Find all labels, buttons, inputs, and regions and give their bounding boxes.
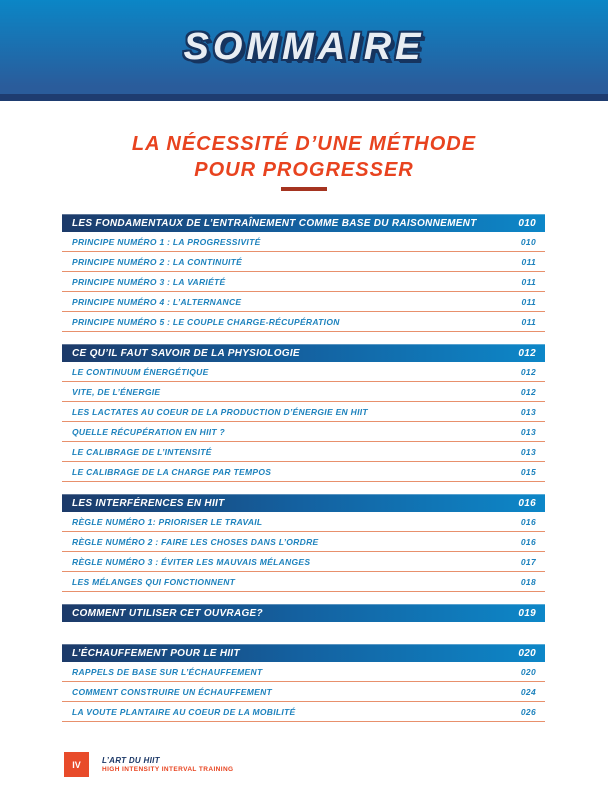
toc-item-label: LE CONTINUUM ÉNERGÉTIQUE bbox=[72, 366, 209, 377]
toc-item-label: PRINCIPE NUMÉRO 3 : LA VARIÉTÉ bbox=[72, 276, 226, 287]
section-title: L’ÉCHAUFFEMENT POUR LE HIIT bbox=[72, 647, 240, 659]
toc-item-label: PRINCIPE NUMÉRO 1 : LA PROGRESSIVITÉ bbox=[72, 236, 261, 247]
toc-item-label: RÈGLE NUMÉRO 2 : FAIRE LES CHOSES DANS L’ORDRE bbox=[72, 536, 319, 547]
toc-item-page: 011 bbox=[521, 256, 536, 267]
section-title: LES FONDAMENTAUX DE L’ENTRAÎNEMENT COMME BASE DU RAISONNEMENT bbox=[72, 217, 477, 229]
toc-item bbox=[62, 462, 545, 482]
header-band bbox=[0, 0, 608, 101]
toc-item-label: RÈGLE NUMÉRO 1: PRIORISER LE TRAVAIL bbox=[72, 516, 263, 527]
toc-item-page: 011 bbox=[521, 316, 536, 327]
section-page: 016 bbox=[518, 497, 536, 509]
toc-item-label: VITE, DE L’ÉNERGIE bbox=[72, 386, 161, 397]
section-rows bbox=[62, 232, 545, 332]
toc-item-page: 013 bbox=[520, 446, 536, 457]
title-underline bbox=[281, 187, 327, 191]
toc-item-label: LES LACTATES AU COEUR DE LA PRODUCTION D’ÉNERGIE EN HIIT bbox=[72, 406, 368, 417]
toc-item bbox=[62, 292, 545, 312]
chapter-title-line1: LA NÉCESSITÉ D’UNE MÉTHODE bbox=[131, 133, 477, 155]
section-rows bbox=[62, 362, 545, 482]
toc-section bbox=[62, 344, 545, 482]
toc-item-label: PRINCIPE NUMÉRO 5 : LE COUPLE CHARGE-RÉCUPÉRATION bbox=[72, 316, 340, 327]
toc-item bbox=[62, 662, 545, 682]
toc-item-label: LA VOUTE PLANTAIRE AU COEUR DE LA MOBILITÉ bbox=[72, 706, 296, 717]
toc-item bbox=[62, 232, 545, 252]
toc-item-page: 011 bbox=[521, 276, 536, 287]
toc-item bbox=[62, 312, 545, 332]
book-title: L’ART DU HIIT bbox=[102, 755, 160, 765]
toc-item bbox=[62, 252, 545, 272]
toc-item bbox=[62, 442, 545, 462]
folio-badge: IV bbox=[64, 752, 89, 777]
toc-item bbox=[62, 572, 545, 592]
toc-item-label: RÈGLE NUMÉRO 3 : ÉVITER LES MAUVAIS MÉLANGES bbox=[72, 556, 311, 567]
toc-item-page: 012 bbox=[520, 366, 536, 377]
toc-section-header bbox=[62, 494, 545, 512]
toc-item-page: 017 bbox=[520, 556, 536, 567]
toc-item bbox=[62, 422, 545, 442]
toc-item-page: 015 bbox=[520, 466, 536, 477]
toc-item-label: PRINCIPE NUMÉRO 2 : LA CONTINUITÉ bbox=[72, 256, 243, 267]
toc-section-header bbox=[62, 604, 545, 622]
toc-item-label: PRINCIPE NUMÉRO 4 : L’ALTERNANCE bbox=[72, 296, 242, 307]
toc-item bbox=[62, 702, 545, 722]
toc-item-page: 020 bbox=[520, 666, 536, 677]
section-title: LES INTERFÉRENCES EN HIIT bbox=[72, 497, 225, 509]
toc-section-header bbox=[62, 644, 545, 662]
toc-item-page: 013 bbox=[520, 426, 536, 437]
book-subtitle: HIGH INTENSITY INTERVAL TRAINING bbox=[102, 765, 234, 773]
toc-item bbox=[62, 272, 545, 292]
toc-item-page: 018 bbox=[520, 576, 536, 587]
section-page: 010 bbox=[518, 217, 536, 229]
toc bbox=[0, 214, 608, 722]
section-rows bbox=[62, 512, 545, 592]
toc-section bbox=[62, 604, 545, 622]
toc-item-page: 012 bbox=[520, 386, 536, 397]
toc-item bbox=[62, 552, 545, 572]
toc-item-page: 024 bbox=[520, 686, 536, 697]
toc-item-page: 013 bbox=[520, 406, 536, 417]
toc-item-label: LE CALIBRAGE DE LA CHARGE PAR TEMPOS bbox=[72, 466, 272, 477]
toc-item bbox=[62, 362, 545, 382]
chapter-title-line2: POUR PROGRESSER bbox=[194, 159, 414, 181]
toc-item-page: 011 bbox=[521, 296, 536, 307]
section-page: 012 bbox=[518, 347, 536, 359]
toc-item bbox=[62, 512, 545, 532]
toc-item bbox=[62, 532, 545, 552]
toc-item-label: RAPPELS DE BASE SUR L’ÉCHAUFFEMENT bbox=[72, 666, 263, 677]
section-page: 019 bbox=[518, 607, 536, 619]
page-footer bbox=[64, 752, 234, 777]
page-title: SOMMAIRE bbox=[183, 25, 425, 68]
toc-section bbox=[62, 644, 545, 722]
section-page: 020 bbox=[518, 647, 536, 659]
toc-section bbox=[62, 494, 545, 592]
toc-section bbox=[62, 214, 545, 332]
toc-item bbox=[62, 402, 545, 422]
section-title: COMMENT UTILISER CET OUVRAGE? bbox=[72, 607, 263, 619]
toc-item-page: 016 bbox=[520, 536, 536, 547]
toc-item-page: 016 bbox=[520, 516, 536, 527]
toc-item-label: COMMENT CONSTRUIRE UN ÉCHAUFFEMENT bbox=[72, 686, 273, 697]
toc-section-header bbox=[62, 214, 545, 232]
toc-item-page: 010 bbox=[520, 236, 536, 247]
chapter-title-block bbox=[0, 131, 608, 191]
section-rows bbox=[62, 662, 545, 722]
toc-item-page: 026 bbox=[520, 706, 536, 717]
toc-item bbox=[62, 382, 545, 402]
toc-item-label: LES MÉLANGES QUI FONCTIONNENT bbox=[72, 576, 236, 587]
toc-item-label: LE CALIBRAGE DE L’INTENSITÉ bbox=[72, 446, 212, 457]
toc-item-label: QUELLE RÉCUPÉRATION EN HIIT ? bbox=[72, 426, 226, 437]
toc-section-header bbox=[62, 344, 545, 362]
toc-item bbox=[62, 682, 545, 702]
footer-text bbox=[102, 756, 234, 774]
section-title: CE QU’IL FAUT SAVOIR DE LA PHYSIOLOGIE bbox=[72, 347, 300, 359]
